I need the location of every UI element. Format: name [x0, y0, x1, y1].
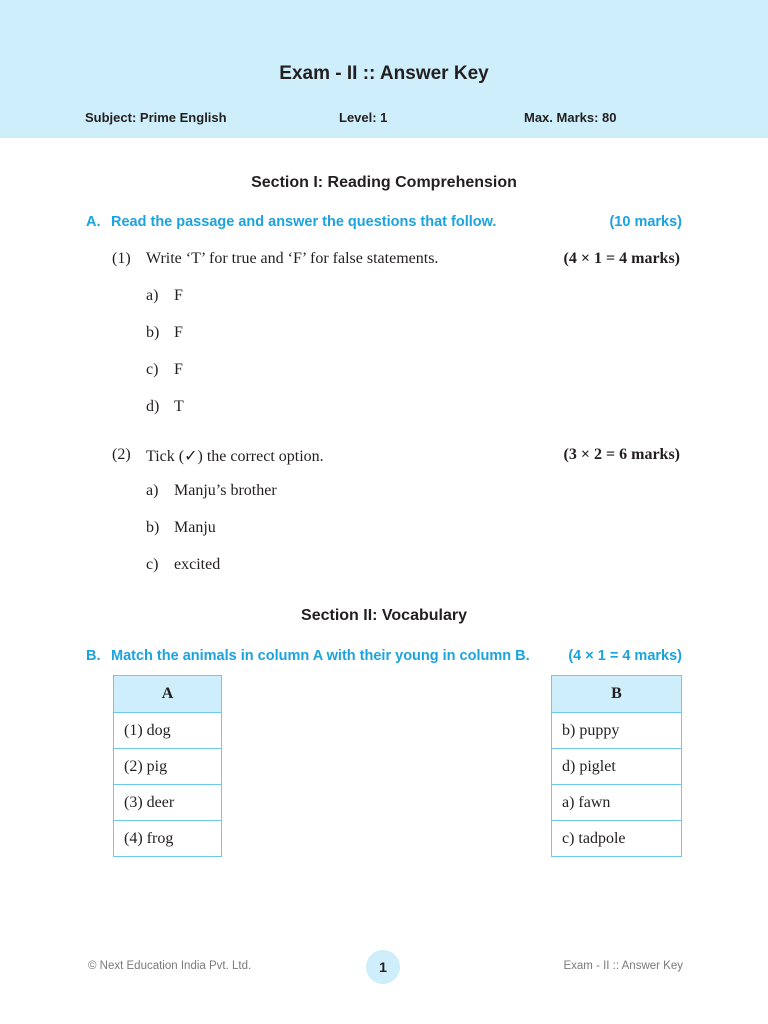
answer-value: excited [174, 556, 221, 573]
answer-item [146, 398, 184, 416]
answer-label: c) [146, 361, 159, 378]
answer-value: Manju’s brother [174, 482, 277, 499]
answer-item [146, 519, 216, 537]
question-a-text: Read the passage and answer the questions that follow. [111, 214, 497, 230]
answer-item [146, 556, 220, 574]
question-b-text: Match the animals in column A with their young in column B. [111, 648, 530, 664]
answer-value: F [174, 324, 183, 341]
subquestion-2-text: Tick (✓) the correct option. [146, 448, 324, 465]
question-a-label: A. [86, 214, 101, 230]
answer-item [146, 287, 183, 305]
question-b-marks: (4 × 1 = 4 marks) [568, 648, 682, 664]
level-label: Level: 1 [339, 110, 388, 125]
column-a-cell: (1) dog [114, 713, 222, 749]
subquestion-1-marks: (4 × 1 = 4 marks) [563, 250, 680, 267]
answer-value: Manju [174, 519, 216, 536]
column-b-header: B [552, 676, 682, 713]
page-title: Exam - II :: Answer Key [279, 63, 489, 84]
answer-label: a) [146, 482, 159, 499]
column-b-cell: a) fawn [552, 785, 682, 821]
page-number: 1 [366, 950, 400, 984]
answer-label: b) [146, 324, 160, 341]
question-b-label: B. [86, 648, 101, 664]
section-2-title: Section II: Vocabulary [301, 607, 467, 624]
answer-item [146, 361, 183, 379]
subquestion-2-number: (2) [112, 446, 131, 463]
answer-label: d) [146, 398, 160, 415]
column-a-table [113, 675, 222, 857]
answer-label: c) [146, 556, 159, 573]
header-band [0, 0, 768, 138]
answer-label: b) [146, 519, 160, 536]
footer-copyright: © Next Education India Pvt. Ltd. [88, 960, 252, 972]
column-a-header: A [114, 676, 222, 713]
column-b-table [551, 675, 682, 857]
answer-item [146, 324, 183, 342]
question-a-marks: (10 marks) [609, 214, 682, 230]
column-a-cell: (2) pig [114, 749, 222, 785]
section-1-title: Section I: Reading Comprehension [251, 174, 517, 191]
answer-value: F [174, 361, 183, 378]
column-b-cell: b) puppy [552, 713, 682, 749]
subquestion-1-number: (1) [112, 250, 131, 267]
column-b-cell: c) tadpole [552, 821, 682, 857]
footer-doc-title: Exam - II :: Answer Key [563, 960, 683, 972]
answer-value: F [174, 287, 183, 304]
column-a-cell: (3) deer [114, 785, 222, 821]
answer-value: T [174, 398, 184, 415]
subquestion-1-text: Write ‘T’ for true and ‘F’ for false statements. [146, 250, 439, 267]
subject-label: Subject: Prime English [85, 110, 227, 125]
column-b-cell: d) piglet [552, 749, 682, 785]
subquestion-2-marks: (3 × 2 = 6 marks) [563, 446, 680, 463]
column-a-cell: (4) frog [114, 821, 222, 857]
answer-label: a) [146, 287, 159, 304]
max-marks-label: Max. Marks: 80 [524, 110, 617, 125]
answer-item [146, 482, 277, 500]
